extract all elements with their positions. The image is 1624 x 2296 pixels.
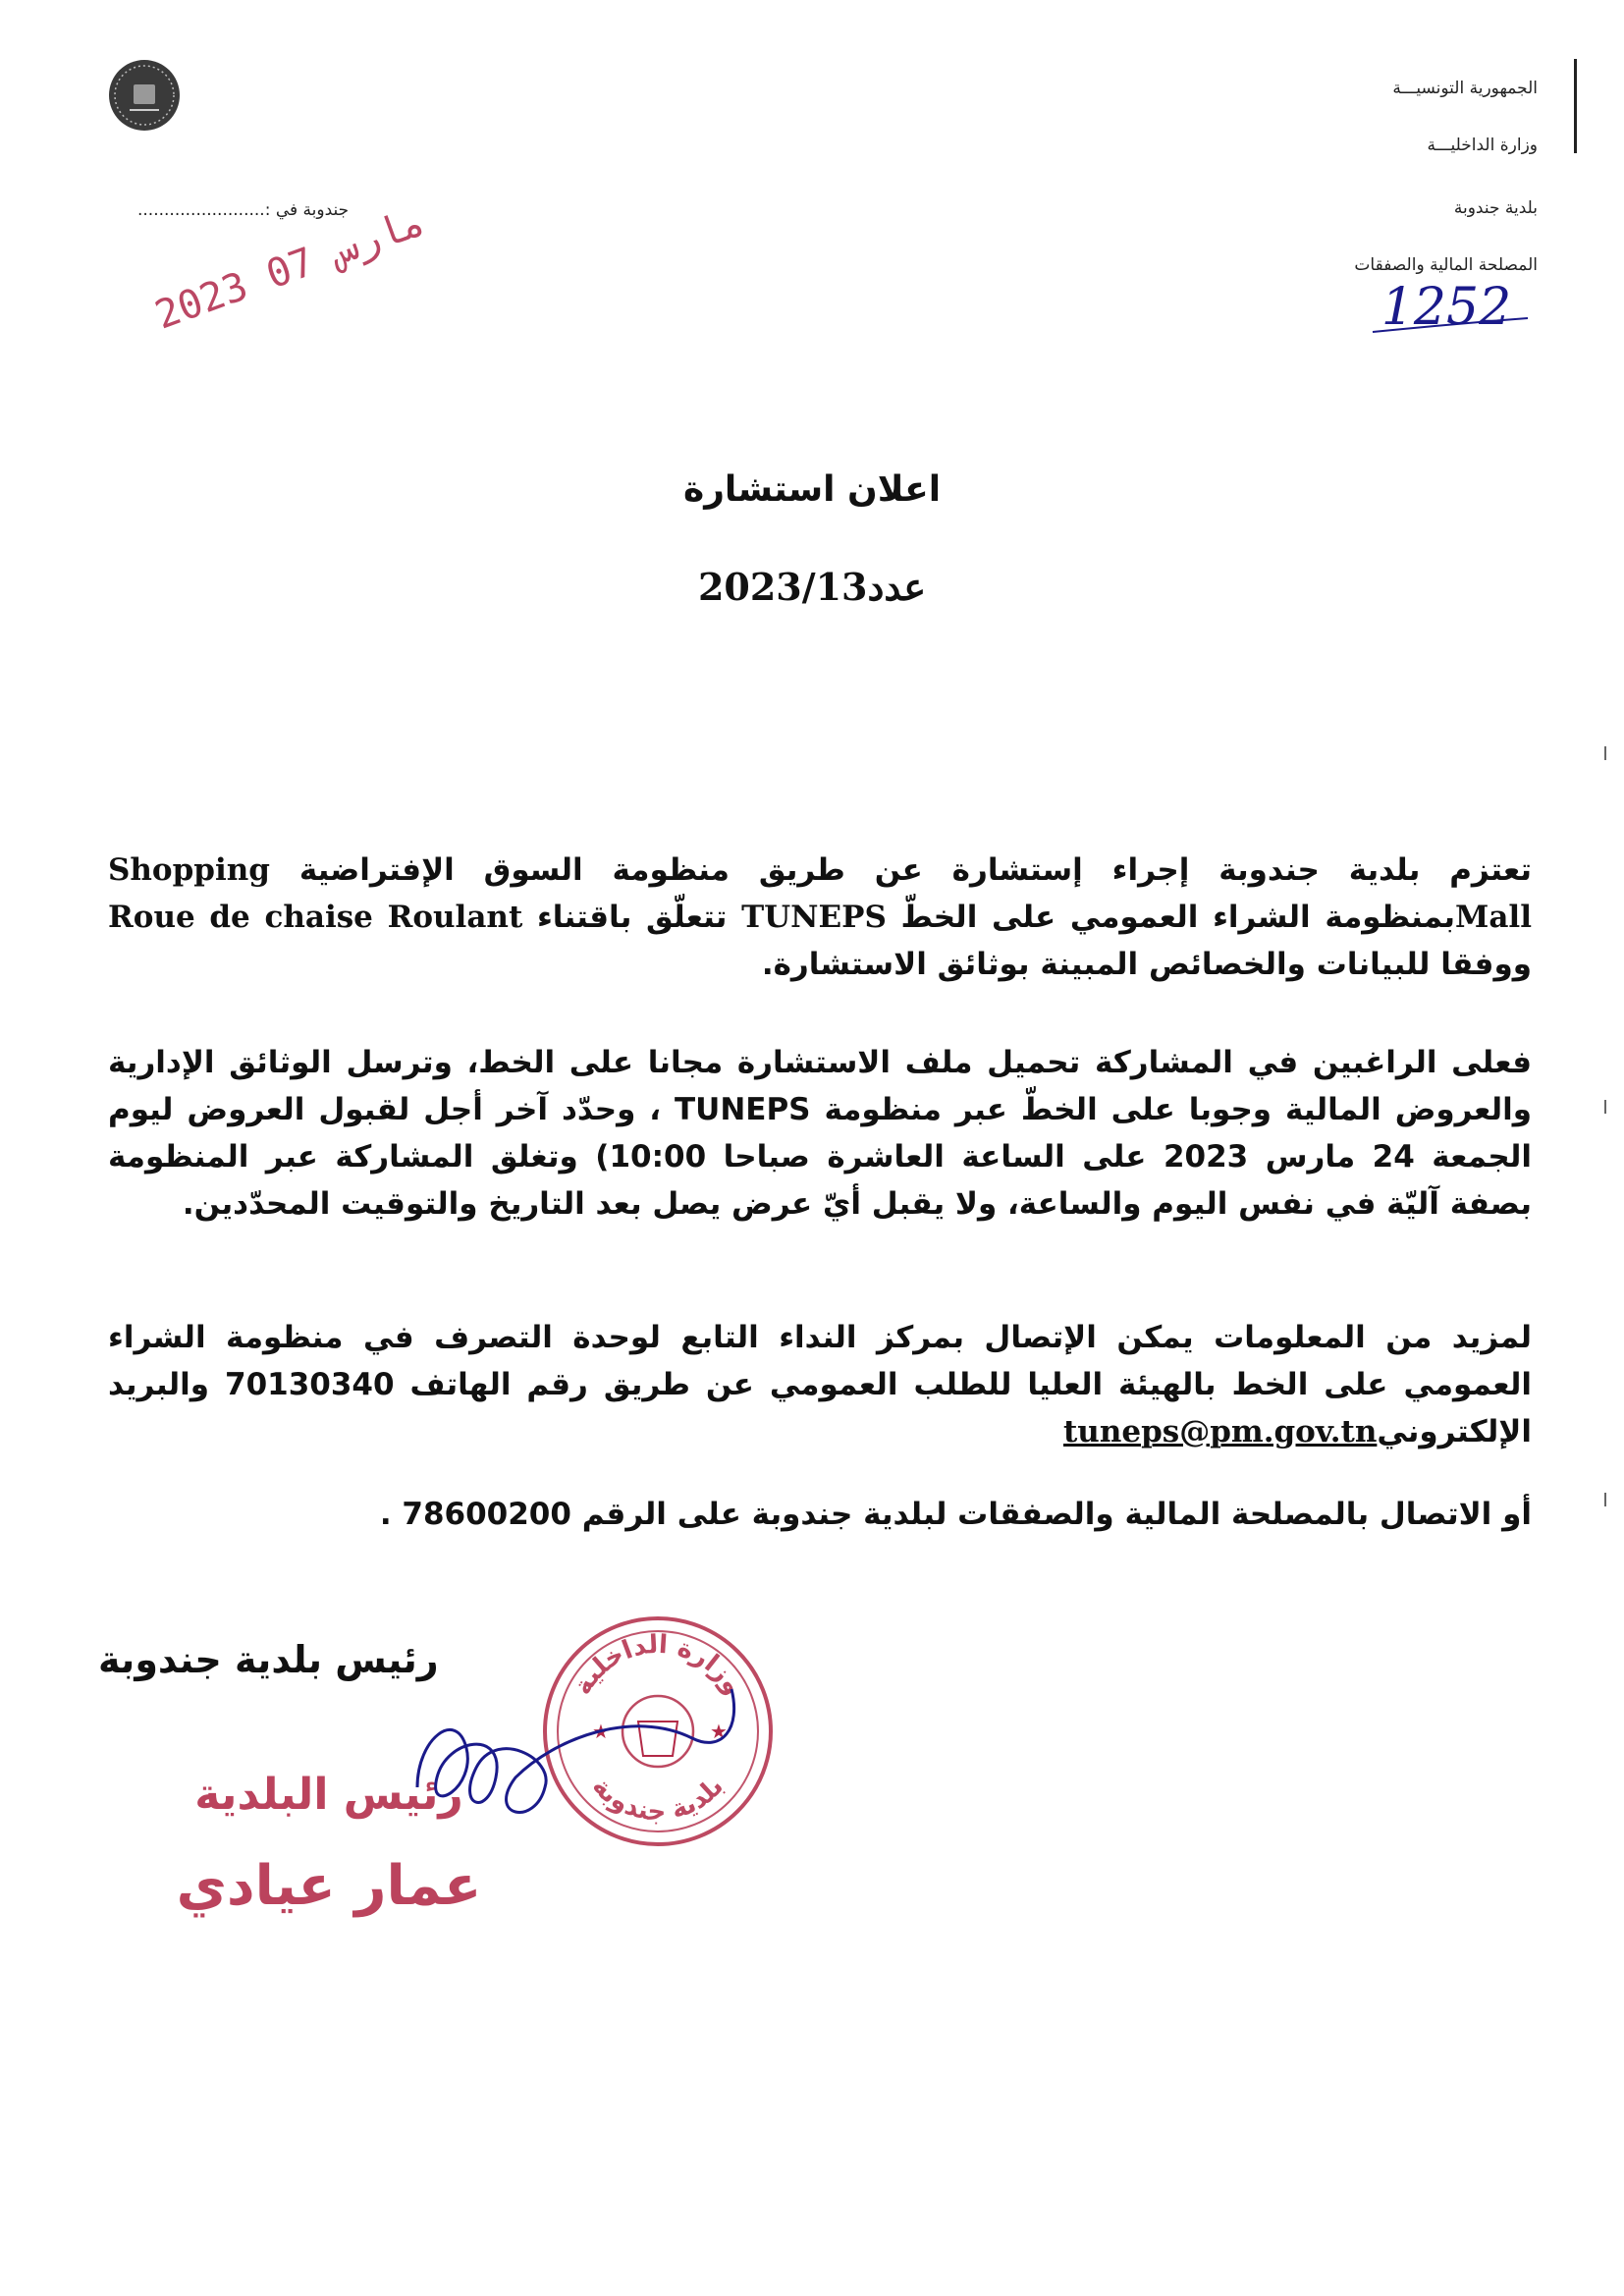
letterhead-republic: الجمهورية التونسيـــة: [1392, 79, 1538, 98]
emblem-seal: [106, 57, 183, 134]
reference-number-text: 1252: [1380, 278, 1512, 337]
scan-mark: [1604, 746, 1606, 760]
letterhead-divider: [1574, 59, 1577, 153]
stamp-name: عمار عيادي: [176, 1854, 482, 1918]
stamp-role: رئيس البلدية: [194, 1770, 463, 1820]
reference-number-handwritten: [1363, 267, 1530, 346]
signatory-title: رئيس بلدية جندوبة: [98, 1638, 439, 1681]
paragraph-participation: فعلى الراغبين في المشاركة تحميل ملف الاستشارة مجانا على الخط، وترسل الوثائق الإدارية والعروض المالية وجوبا على الخطّ عبر منظومة TUNEPS ، وحدّد آخر أجل لقبول العروض ليوم الجمعة 24 مارس 2023 على الساعة العاشرة صباحا 10:00) وتغلق المشاركة عبر المنظومة بصفة آليّة في نفس اليوم والساعة، ولا يقبل أيّ عرض يصل بعد التاريخ والتوقيت المحدّدين.: [108, 1045, 1532, 1222]
page-title: اعلان استشارة: [682, 469, 942, 510]
date-line: جندوبة في :........................: [137, 200, 350, 220]
contact-email-link[interactable]: tuneps@pm.gov.tn: [1062, 1414, 1378, 1449]
contact-text: لمزيد من المعلومات يمكن الإتصال بمركز النداء التابع لوحدة التصرف في منظومة الشراء العمومي على الخط بالهيئة العليا للطلب العمومي عن طريق رقم الهاتف 70130340 والبريد الإلكتروني: [108, 1320, 1532, 1449]
item-term: Roue de chaise Roulant: [108, 900, 523, 935]
intro-text-3: تتعلّق باقتناء: [522, 900, 742, 935]
handwritten-signature: [398, 1669, 751, 1846]
letterhead-department: المصلحة المالية والصفقات: [1354, 255, 1538, 275]
shopping-mall-term: Shopping Mall: [108, 852, 1532, 935]
intro-text-4: ووفقا للبيانات والخصائص المبينة بوثائق الاستشارة.: [761, 947, 1532, 982]
scan-mark: [1604, 1100, 1606, 1114]
intro-text-1: تعتزم بلدية جندوبة إجراء إستشارة عن طريق منظومة السوق الإفتراضية: [269, 852, 1532, 888]
svg-text:★: ★: [592, 1720, 610, 1743]
announcement-number: عدد2023/13: [697, 565, 927, 609]
seal-top-text: وزارة الداخلية: [568, 1629, 748, 1701]
svg-text:★: ★: [710, 1720, 728, 1743]
intro-text-2: بمنظومة الشراء العمومي على الخطّ: [886, 900, 1456, 935]
paragraph-phone: أو الاتصال بالمصلحة المالية والصفقات لبلدية جندوبة على الرقم 78600200 .: [379, 1497, 1532, 1532]
paragraph-intro: [108, 847, 1532, 988]
seal-bottom-text: بلدية جندوبة: [585, 1772, 731, 1828]
letterhead-ministry: وزارة الداخليـــة: [1427, 136, 1538, 155]
scan-mark: [1604, 1493, 1606, 1506]
tuneps-term: TUNEPS: [741, 900, 887, 935]
paragraph-contact: [108, 1314, 1532, 1455]
letterhead-municipality: بلدية جندوبة: [1453, 198, 1538, 218]
date-stamp: 2023 مارس 07: [149, 198, 432, 339]
